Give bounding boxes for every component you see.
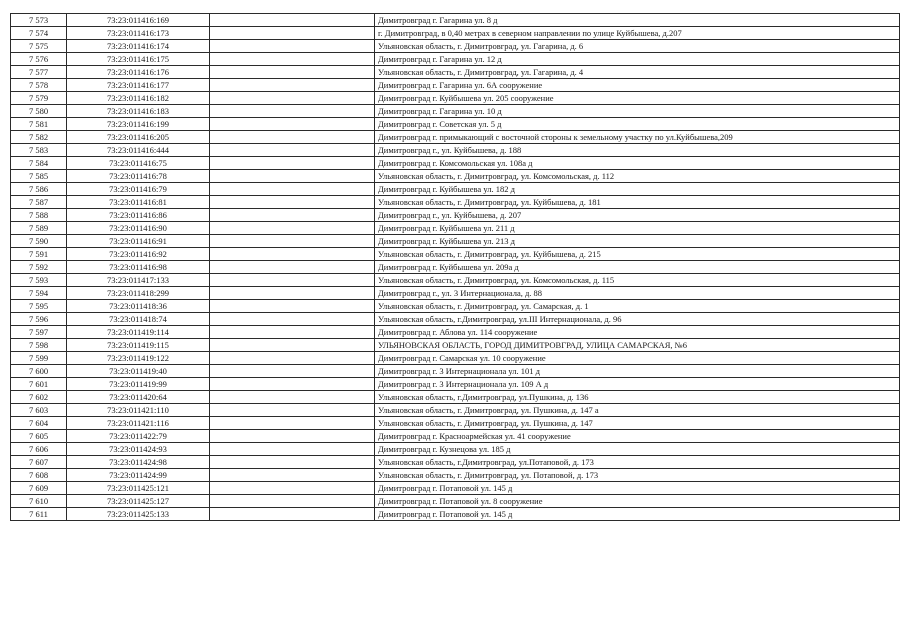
address-cell: Димитровград г. Куйбышева ул. 182 д <box>375 183 900 196</box>
empty-cell <box>210 274 375 287</box>
table-row <box>11 14 900 27</box>
empty-cell <box>210 378 375 391</box>
row-number-cell: 7 602 <box>11 391 67 404</box>
table-row <box>11 79 900 92</box>
address-cell: Ульяновская область, г. Димитровград, ул. Комсомольская, д. 112 <box>375 170 900 183</box>
address-cell: Ульяновская область, г.Димитровград, ул.Пушкина, д. 136 <box>375 391 900 404</box>
table-row <box>11 404 900 417</box>
address-cell: Ульяновская область, г. Димитровград, ул. Самарская, д. 1 <box>375 300 900 313</box>
table-row <box>11 196 900 209</box>
cadastral-number-cell: 73:23:011418:74 <box>67 313 210 326</box>
empty-cell <box>210 235 375 248</box>
address-cell: УЛЬЯНОВСКАЯ ОБЛАСТЬ, ГОРОД ДИМИТРОВГРАД, УЛИЦА САМАРСКАЯ, №6 <box>375 339 900 352</box>
cadastral-number-cell: 73:23:011418:299 <box>67 287 210 300</box>
table-row <box>11 27 900 40</box>
row-number-cell: 7 589 <box>11 222 67 235</box>
row-number-cell: 7 600 <box>11 365 67 378</box>
row-number-cell: 7 599 <box>11 352 67 365</box>
empty-cell <box>210 248 375 261</box>
empty-cell <box>210 170 375 183</box>
address-cell: Димитровград г. Гагарина ул. 8 д <box>375 14 900 27</box>
empty-cell <box>210 417 375 430</box>
address-cell: Ульяновская область, г.Димитровград, ул.Потаповой, д. 173 <box>375 456 900 469</box>
table-row <box>11 274 900 287</box>
row-number-cell: 7 587 <box>11 196 67 209</box>
address-cell: Димитровград г. Кузнецова ул. 185 д <box>375 443 900 456</box>
empty-cell <box>210 27 375 40</box>
row-number-cell: 7 595 <box>11 300 67 313</box>
row-number-cell: 7 593 <box>11 274 67 287</box>
address-cell: Димитровград г. Потаповой ул. 8 сооружение <box>375 495 900 508</box>
empty-cell <box>210 430 375 443</box>
address-cell: Ульяновская область, г. Димитровград, ул. Пушкина, д. 147 <box>375 417 900 430</box>
empty-cell <box>210 79 375 92</box>
table-row <box>11 443 900 456</box>
row-number-cell: 7 610 <box>11 495 67 508</box>
cadastral-number-cell: 73:23:011419:122 <box>67 352 210 365</box>
table-row <box>11 261 900 274</box>
empty-cell <box>210 222 375 235</box>
table-row <box>11 508 900 521</box>
address-cell: Ульяновская область, г. Димитровград, ул. Комсомольская, д. 115 <box>375 274 900 287</box>
row-number-cell: 7 596 <box>11 313 67 326</box>
empty-cell <box>210 144 375 157</box>
address-cell: Димитровград г. Потаповой ул. 145 д <box>375 482 900 495</box>
row-number-cell: 7 581 <box>11 118 67 131</box>
table-row <box>11 469 900 482</box>
row-number-cell: 7 583 <box>11 144 67 157</box>
table-row <box>11 157 900 170</box>
table-row <box>11 235 900 248</box>
cadastral-number-cell: 73:23:011416:205 <box>67 131 210 144</box>
table-row <box>11 300 900 313</box>
row-number-cell: 7 591 <box>11 248 67 261</box>
address-cell: Димитровград г. Куйбышева ул. 209а д <box>375 261 900 274</box>
table-row <box>11 313 900 326</box>
table-row <box>11 495 900 508</box>
row-number-cell: 7 586 <box>11 183 67 196</box>
address-cell: Димитровград г. Потаповой ул. 145 д <box>375 508 900 521</box>
row-number-cell: 7 574 <box>11 27 67 40</box>
empty-cell <box>210 196 375 209</box>
row-number-cell: 7 575 <box>11 40 67 53</box>
address-cell: Димитровград г. Гагарина ул. 12 д <box>375 53 900 66</box>
empty-cell <box>210 352 375 365</box>
cadastral-number-cell: 73:23:011416:78 <box>67 170 210 183</box>
address-cell: Димитровград г. Гагарина ул. 6А сооружение <box>375 79 900 92</box>
row-number-cell: 7 585 <box>11 170 67 183</box>
address-cell: Димитровград г. Красноармейская ул. 41 сооружение <box>375 430 900 443</box>
empty-cell <box>210 300 375 313</box>
empty-cell <box>210 313 375 326</box>
table-row <box>11 287 900 300</box>
cadastral-number-cell: 73:23:011421:116 <box>67 417 210 430</box>
table-row <box>11 352 900 365</box>
table-row <box>11 456 900 469</box>
cadastral-number-cell: 73:23:011419:40 <box>67 365 210 378</box>
cadastral-number-cell: 73:23:011416:86 <box>67 209 210 222</box>
cadastral-number-cell: 73:23:011421:110 <box>67 404 210 417</box>
empty-cell <box>210 287 375 300</box>
cadastral-number-cell: 73:23:011418:36 <box>67 300 210 313</box>
address-cell: Ульяновская область, г. Димитровград, ул. Куйбышева, д. 181 <box>375 196 900 209</box>
empty-cell <box>210 92 375 105</box>
row-number-cell: 7 597 <box>11 326 67 339</box>
cadastral-number-cell: 73:23:011416:173 <box>67 27 210 40</box>
row-number-cell: 7 606 <box>11 443 67 456</box>
cadastral-number-cell: 73:23:011416:199 <box>67 118 210 131</box>
table-row <box>11 391 900 404</box>
cadastral-number-cell: 73:23:011416:183 <box>67 105 210 118</box>
table-row <box>11 482 900 495</box>
empty-cell <box>210 365 375 378</box>
empty-cell <box>210 508 375 521</box>
address-cell: Ульяновская область, г. Димитровград, ул. Пушкина, д. 147 а <box>375 404 900 417</box>
cadastral-number-cell: 73:23:011419:99 <box>67 378 210 391</box>
row-number-cell: 7 604 <box>11 417 67 430</box>
cadastral-number-cell: 73:23:011416:176 <box>67 66 210 79</box>
row-number-cell: 7 611 <box>11 508 67 521</box>
row-number-cell: 7 601 <box>11 378 67 391</box>
cadastral-number-cell: 73:23:011425:133 <box>67 508 210 521</box>
row-number-cell: 7 590 <box>11 235 67 248</box>
row-number-cell: 7 576 <box>11 53 67 66</box>
table-row <box>11 378 900 391</box>
row-number-cell: 7 605 <box>11 430 67 443</box>
empty-cell <box>210 404 375 417</box>
empty-cell <box>210 261 375 274</box>
cadastral-number-cell: 73:23:011416:182 <box>67 92 210 105</box>
address-cell: Ульяновская область, г.Димитровград, ул.III Интернационала, д. 96 <box>375 313 900 326</box>
table-row <box>11 209 900 222</box>
address-cell: Димитровград г. 3 Интернационала ул. 101 д <box>375 365 900 378</box>
address-cell: Димитровград г. 3 Интернационала ул. 109 А д <box>375 378 900 391</box>
empty-cell <box>210 209 375 222</box>
empty-cell <box>210 183 375 196</box>
cadastral-number-cell: 73:23:011422:79 <box>67 430 210 443</box>
address-cell: Димитровград г., ул. 3 Интернационала, д. 88 <box>375 287 900 300</box>
address-cell: Димитровград г. Аблова ул. 114 сооружение <box>375 326 900 339</box>
row-number-cell: 7 594 <box>11 287 67 300</box>
address-cell: Димитровград г. Гагарина ул. 10 д <box>375 105 900 118</box>
empty-cell <box>210 131 375 144</box>
cadastral-number-cell: 73:23:011416:174 <box>67 40 210 53</box>
cadastral-number-cell: 73:23:011416:177 <box>67 79 210 92</box>
address-cell: Ульяновская область, г. Димитровград, ул. Куйбышева, д. 215 <box>375 248 900 261</box>
row-number-cell: 7 603 <box>11 404 67 417</box>
address-cell: Димитровград г., ул. Куйбышева, д. 207 <box>375 209 900 222</box>
address-cell: Димитровград г., ул. Куйбышева, д. 188 <box>375 144 900 157</box>
empty-cell <box>210 66 375 79</box>
empty-cell <box>210 456 375 469</box>
empty-cell <box>210 495 375 508</box>
empty-cell <box>210 391 375 404</box>
row-number-cell: 7 588 <box>11 209 67 222</box>
cadastral-number-cell: 73:23:011419:115 <box>67 339 210 352</box>
empty-cell <box>210 339 375 352</box>
cadastral-number-cell: 73:23:011416:98 <box>67 261 210 274</box>
cadastral-number-cell: 73:23:011416:444 <box>67 144 210 157</box>
table-row <box>11 131 900 144</box>
address-cell: Димитровград г. Комсомольская ул. 108а д <box>375 157 900 170</box>
cadastral-number-cell: 73:23:011416:169 <box>67 14 210 27</box>
table-row <box>11 248 900 261</box>
cadastral-number-cell: 73:23:011425:127 <box>67 495 210 508</box>
row-number-cell: 7 578 <box>11 79 67 92</box>
address-cell: Димитровград г. Куйбышева ул. 213 д <box>375 235 900 248</box>
row-number-cell: 7 580 <box>11 105 67 118</box>
row-number-cell: 7 582 <box>11 131 67 144</box>
address-cell: Димитровград г. примыкающий с восточной стороны к земельному участку по ул.Куйбышева,209 <box>375 131 900 144</box>
row-number-cell: 7 598 <box>11 339 67 352</box>
table-row <box>11 170 900 183</box>
table-row <box>11 339 900 352</box>
table-row <box>11 365 900 378</box>
cadastral-number-cell: 73:23:011416:79 <box>67 183 210 196</box>
address-cell: Димитровград г. Куйбышева ул. 211 д <box>375 222 900 235</box>
row-number-cell: 7 577 <box>11 66 67 79</box>
table-row <box>11 66 900 79</box>
table-row <box>11 430 900 443</box>
cadastral-number-cell: 73:23:011416:92 <box>67 248 210 261</box>
empty-cell <box>210 469 375 482</box>
row-number-cell: 7 609 <box>11 482 67 495</box>
row-number-cell: 7 607 <box>11 456 67 469</box>
address-cell: Димитровград г. Самарская ул. 10 сооружение <box>375 352 900 365</box>
address-cell: Ульяновская область, г. Димитровград, ул. Гагарина, д. 6 <box>375 40 900 53</box>
cadastral-number-cell: 73:23:011420:64 <box>67 391 210 404</box>
empty-cell <box>210 105 375 118</box>
empty-cell <box>210 118 375 131</box>
cadastral-number-cell: 73:23:011424:99 <box>67 469 210 482</box>
table-row <box>11 326 900 339</box>
table-row <box>11 40 900 53</box>
empty-cell <box>210 53 375 66</box>
register-table-body <box>11 14 900 521</box>
cadastral-number-cell: 73:23:011416:91 <box>67 235 210 248</box>
cadastral-number-cell: 73:23:011419:114 <box>67 326 210 339</box>
table-row <box>11 105 900 118</box>
row-number-cell: 7 608 <box>11 469 67 482</box>
empty-cell <box>210 326 375 339</box>
property-register-table <box>10 13 900 521</box>
table-row <box>11 53 900 66</box>
empty-cell <box>210 40 375 53</box>
empty-cell <box>210 443 375 456</box>
table-row <box>11 222 900 235</box>
empty-cell <box>210 482 375 495</box>
cadastral-number-cell: 73:23:011416:175 <box>67 53 210 66</box>
cadastral-number-cell: 73:23:011416:90 <box>67 222 210 235</box>
table-row <box>11 183 900 196</box>
cadastral-number-cell: 73:23:011416:75 <box>67 157 210 170</box>
empty-cell <box>210 157 375 170</box>
address-cell: Ульяновская область, г. Димитровград, ул. Гагарина, д. 4 <box>375 66 900 79</box>
table-row <box>11 92 900 105</box>
table-row <box>11 118 900 131</box>
row-number-cell: 7 584 <box>11 157 67 170</box>
table-row <box>11 144 900 157</box>
cadastral-number-cell: 73:23:011424:93 <box>67 443 210 456</box>
address-cell: г. Димитровград, в 0,40 метрах в северном направлении по улице Куйбышева, д.207 <box>375 27 900 40</box>
table-row <box>11 417 900 430</box>
empty-cell <box>210 14 375 27</box>
row-number-cell: 7 592 <box>11 261 67 274</box>
cadastral-number-cell: 73:23:011417:133 <box>67 274 210 287</box>
address-cell: Ульяновская область, г. Димитровград, ул. Потаповой, д. 173 <box>375 469 900 482</box>
cadastral-number-cell: 73:23:011425:121 <box>67 482 210 495</box>
cadastral-number-cell: 73:23:011424:98 <box>67 456 210 469</box>
address-cell: Димитровград г. Советская ул. 5 д <box>375 118 900 131</box>
row-number-cell: 7 579 <box>11 92 67 105</box>
cadastral-number-cell: 73:23:011416:81 <box>67 196 210 209</box>
address-cell: Димитровград г. Куйбышева ул. 205 сооружение <box>375 92 900 105</box>
row-number-cell: 7 573 <box>11 14 67 27</box>
